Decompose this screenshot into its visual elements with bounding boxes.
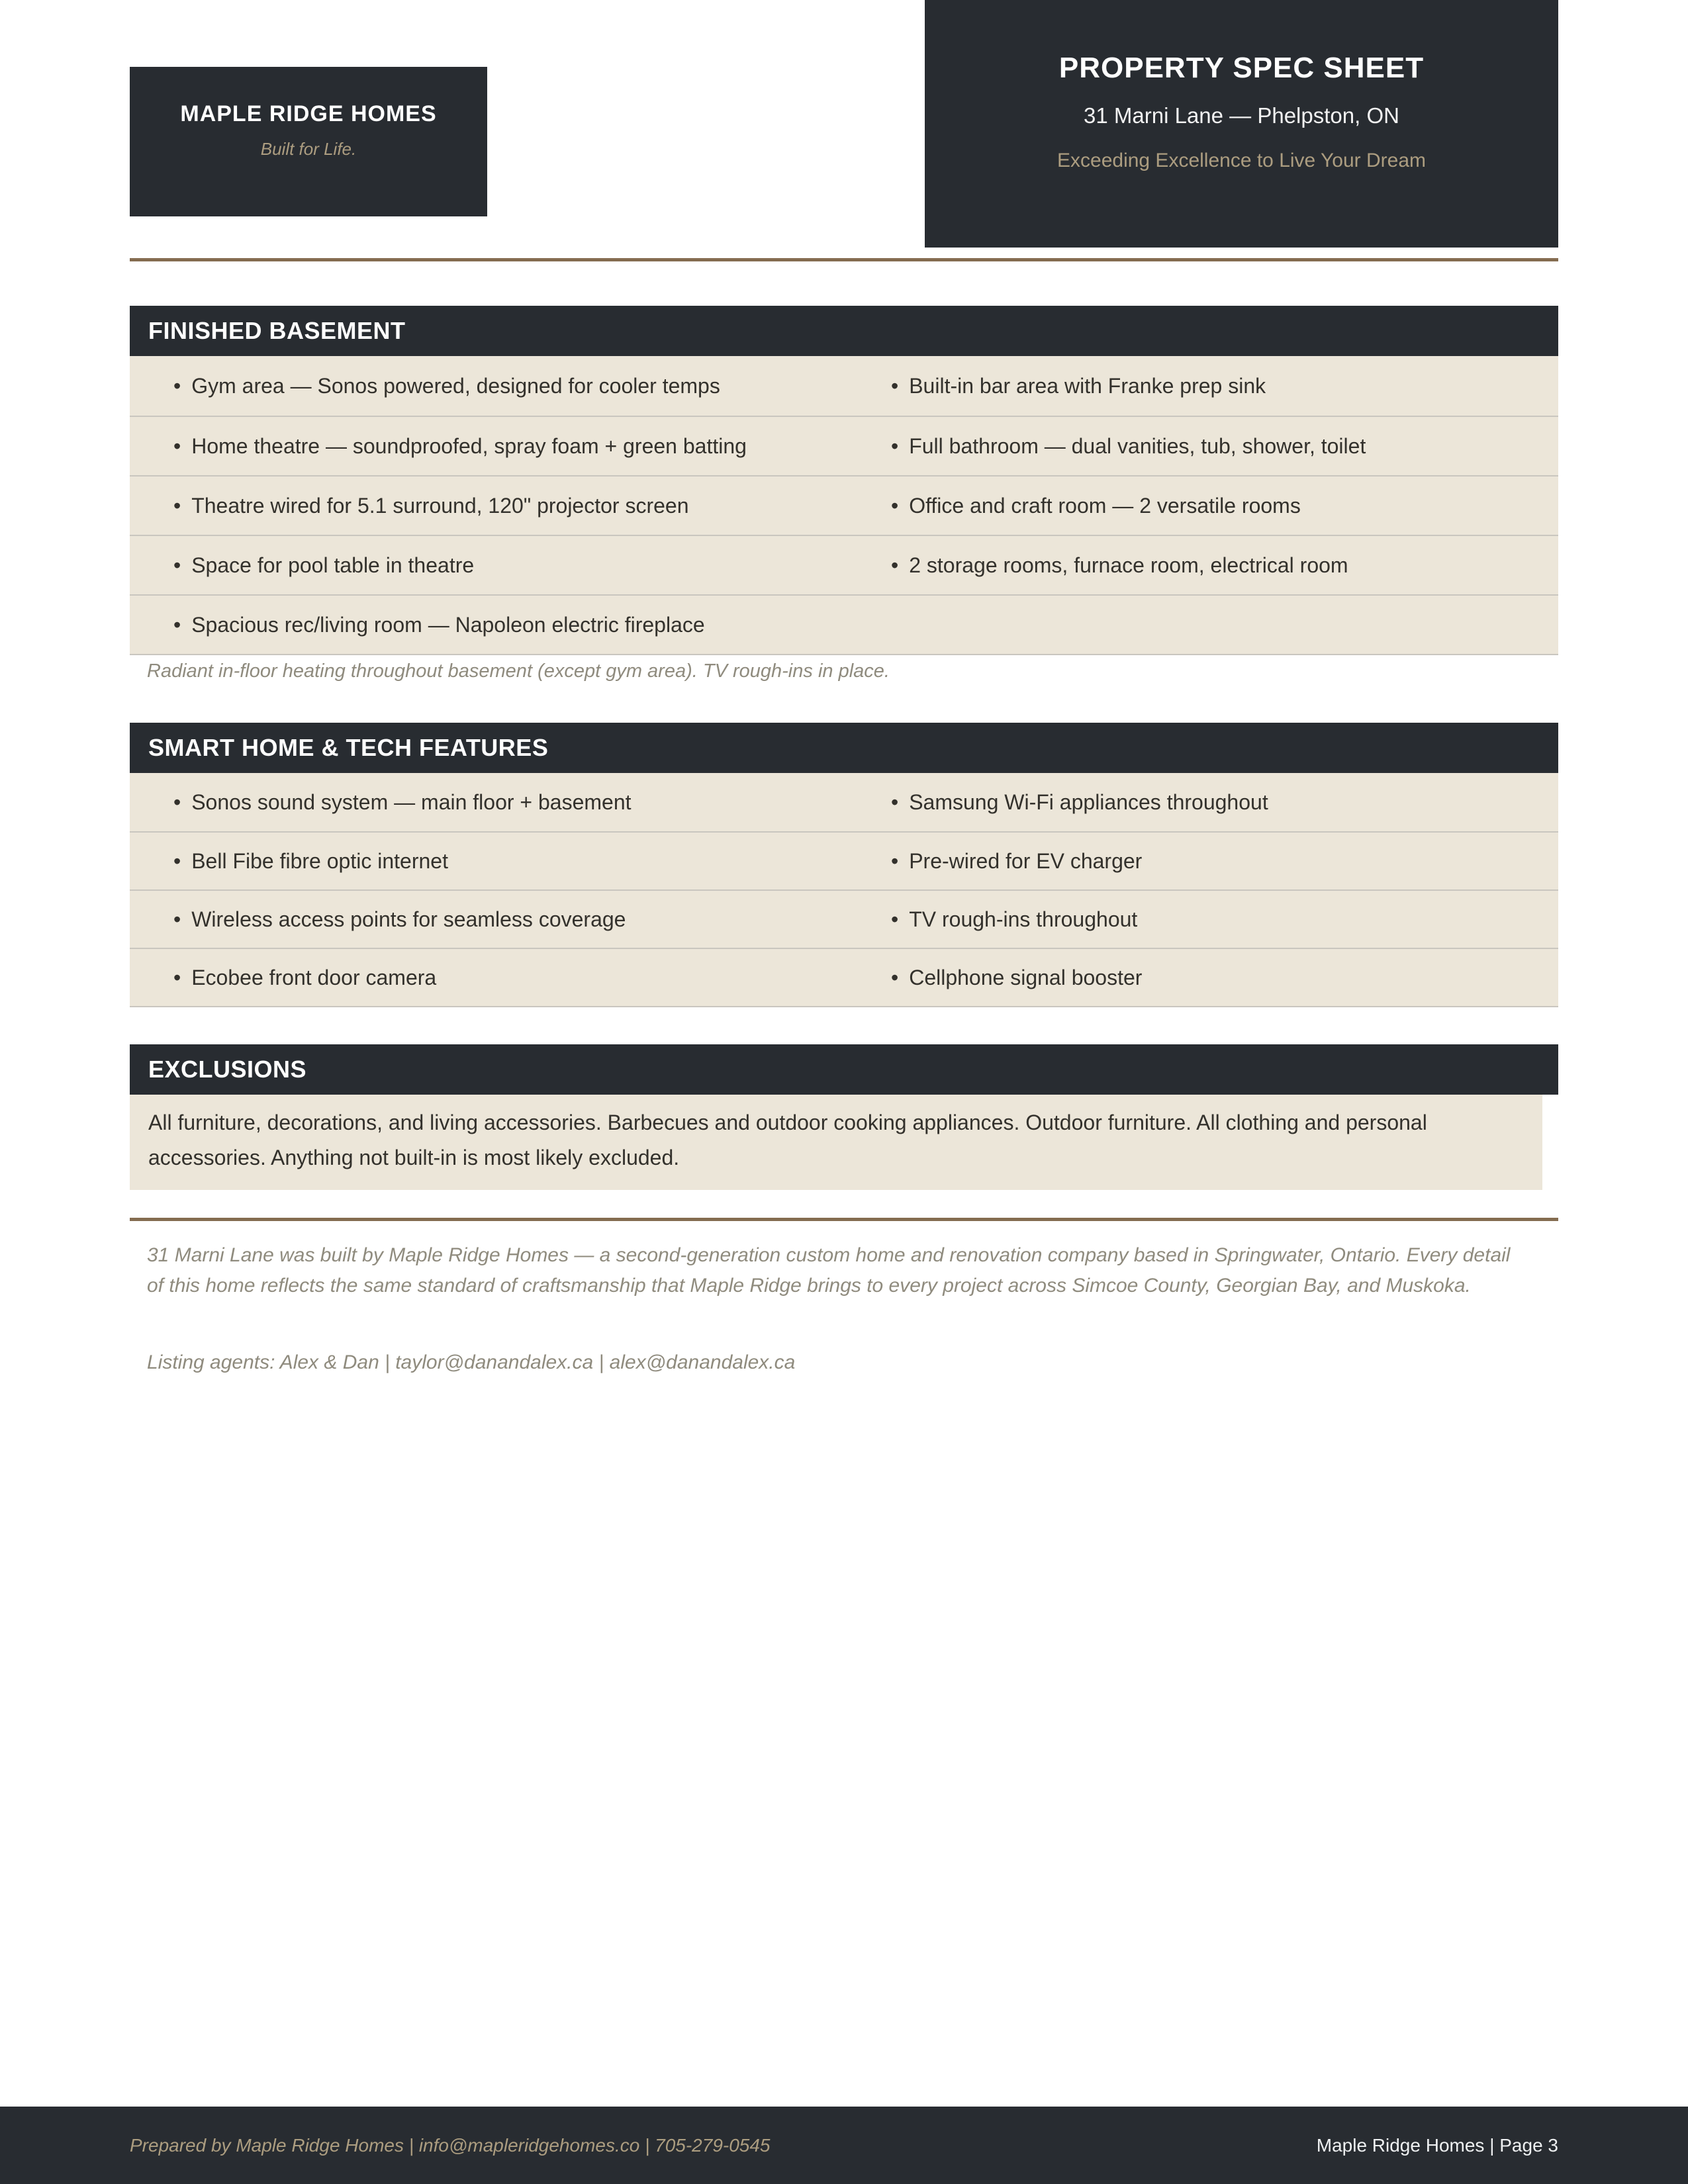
bottom-divider: [130, 1218, 1558, 1221]
feature-text: Gym area — Sonos powered, designed for cooler temps: [191, 373, 720, 398]
bullet-icon: •: [891, 373, 899, 398]
feature-cell: [130, 553, 891, 578]
section-title-exclusions: EXCLUSIONS: [130, 1044, 1558, 1095]
listing-agents-line: Listing agents: Alex & Dan | taylor@danandalex.ca | alex@danandalex.ca: [147, 1351, 796, 1373]
feature-text: Space for pool table in theatre: [191, 553, 475, 577]
table-row: [130, 948, 1558, 1006]
feature-text: TV rough-ins throughout: [909, 907, 1138, 931]
feature-cell: [130, 966, 891, 990]
footer-contact-info: Prepared by Maple Ridge Homes | info@mapleridgehomes.co | 705-279-0545: [130, 2134, 771, 2156]
feature-text: Pre-wired for EV charger: [909, 848, 1143, 873]
bullet-icon: •: [173, 612, 181, 637]
feature-cell: [891, 553, 1558, 578]
spec-header-card: [925, 0, 1558, 248]
table-row: [130, 475, 1558, 535]
bullet-icon: •: [891, 907, 899, 931]
feature-text: Cellphone signal booster: [909, 965, 1143, 989]
feature-text: Built-in bar area with Franke prep sink: [909, 373, 1266, 398]
table-row: [130, 535, 1558, 594]
brand-name: MAPLE RIDGE HOMES: [180, 101, 437, 126]
table-row: [130, 594, 1558, 654]
table-row: [130, 416, 1558, 475]
feature-cell: [891, 849, 1558, 874]
smart-home-table: [130, 773, 1558, 1007]
bullet-icon: •: [891, 493, 899, 518]
feature-cell: [891, 790, 1558, 815]
feature-text: Wireless access points for seamless coverage: [191, 907, 626, 931]
bullet-icon: •: [891, 433, 899, 458]
feature-text: Full bathroom — dual vanities, tub, shower, toilet: [909, 433, 1366, 458]
bullet-icon: •: [173, 790, 181, 814]
property-address: 31 Marni Lane — Phelpston, ON: [1084, 103, 1399, 128]
feature-cell: [130, 374, 891, 398]
bullet-icon: •: [891, 553, 899, 577]
exclusions-text: All furniture, decorations, and living accessories. Barbecues and outdoor cooking appliances. Outdoor furniture. All clothing and personal accessories. Anything not built-in is most likely excluded.: [130, 1095, 1542, 1190]
feature-text: 2 storage rooms, furnace room, electrical room: [909, 553, 1348, 577]
brand-tagline: Built for Life.: [260, 139, 357, 159]
section-finished-basement: [130, 306, 1558, 655]
feature-text: Bell Fibe fibre optic internet: [191, 848, 448, 873]
bullet-icon: •: [891, 965, 899, 989]
top-divider: [130, 258, 1558, 261]
feature-text: Samsung Wi-Fi appliances throughout: [909, 790, 1268, 814]
section-exclusions: [130, 1044, 1558, 1190]
bullet-icon: •: [173, 553, 181, 577]
section-title-smart-home: SMART HOME & TECH FEATURES: [130, 723, 1558, 773]
feature-cell: [891, 434, 1558, 459]
about-paragraph: 31 Marni Lane was built by Maple Ridge Homes — a second-generation custom home and renovation company based in Springwater, Ontario. Every detail of this home reflects the same standard of craftsmanship that Maple Ridge brings to every project across Simcoe County, Georgian Bay, and Muskoka.: [147, 1244, 1511, 1297]
feature-cell: [891, 966, 1558, 990]
brand-card: [130, 67, 487, 216]
feature-text: Sonos sound system — main floor + basement: [191, 790, 632, 814]
feature-cell: [130, 790, 891, 815]
feature-cell: [891, 374, 1558, 398]
feature-cell: [130, 907, 891, 932]
feature-cell: [130, 494, 891, 518]
bullet-icon: •: [173, 965, 181, 989]
finished-basement-table: [130, 356, 1558, 655]
bullet-icon: •: [173, 907, 181, 931]
footer-page-number: Maple Ridge Homes | Page 3: [1316, 2134, 1558, 2156]
basement-note: Radiant in-floor heating throughout basement (except gym area). TV rough-ins in place.: [147, 660, 890, 682]
bullet-icon: •: [891, 848, 899, 873]
feature-text: Home theatre — soundproofed, spray foam + green batting: [191, 433, 747, 458]
feature-cell: [891, 907, 1558, 932]
feature-text: Spacious rec/living room — Napoleon electric fireplace: [191, 612, 705, 637]
table-row: [130, 831, 1558, 889]
page-title: PROPERTY SPEC SHEET: [1058, 52, 1425, 84]
feature-cell: [130, 434, 891, 459]
feature-text: Theatre wired for 5.1 surround, 120" projector screen: [191, 493, 689, 518]
table-row: [130, 773, 1558, 831]
section-smart-home: [130, 723, 1558, 1007]
bullet-icon: •: [173, 373, 181, 398]
table-row: [130, 889, 1558, 948]
feature-cell: [130, 613, 891, 637]
bullet-icon: •: [891, 790, 899, 814]
feature-cell: [891, 494, 1558, 518]
page-footer: [0, 2107, 1688, 2184]
bullet-icon: •: [173, 433, 181, 458]
feature-text: Ecobee front door camera: [191, 965, 437, 989]
feature-text: Office and craft room — 2 versatile rooms: [909, 493, 1301, 518]
bullet-icon: •: [173, 848, 181, 873]
header-tagline: Exceeding Excellence to Live Your Dream: [1057, 150, 1426, 171]
feature-cell: [130, 849, 891, 874]
section-title-finished-basement: FINISHED BASEMENT: [130, 306, 1558, 356]
table-row: [130, 356, 1558, 416]
bullet-icon: •: [173, 493, 181, 518]
